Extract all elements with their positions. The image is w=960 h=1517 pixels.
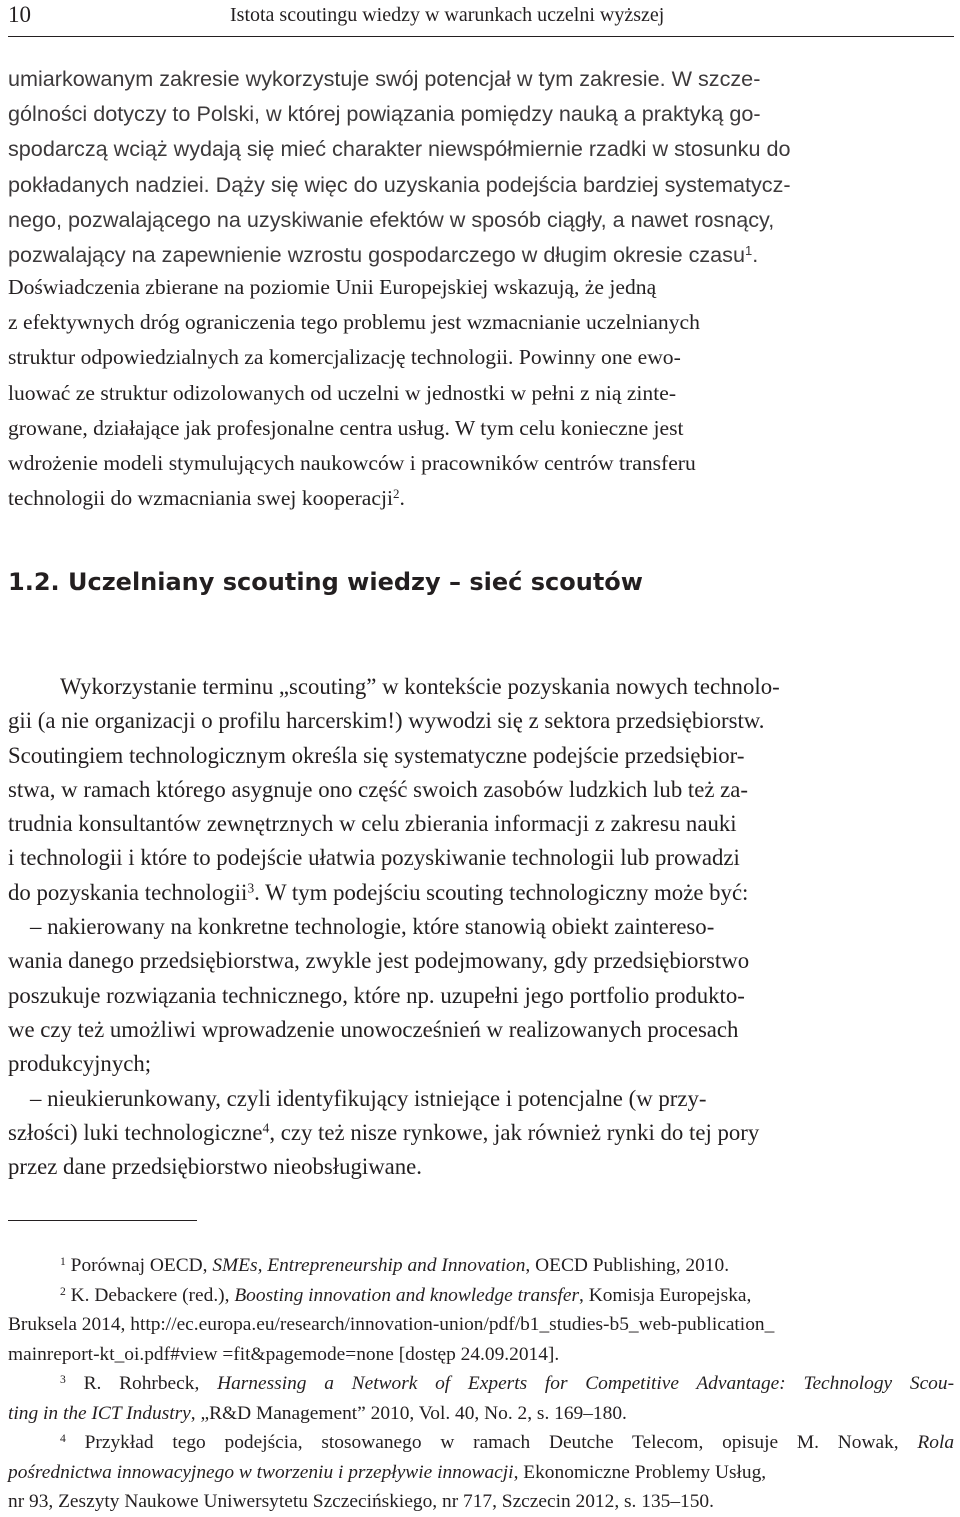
footnote-2 [8, 1281, 954, 1311]
list-item-1-line: wania danego przedsiębiorstwa, zwykle jest podejmowany, gdy przedsiębiorstwo [8, 948, 750, 974]
text-line: spodarczą wciąż wydają się mieć charakter niewspółmiernie rzadki w stosunku do [8, 136, 791, 162]
text-fragment: , czy też nisze rynkowe, jak również rynki do tej pory [269, 1119, 760, 1145]
text-line-last [8, 481, 954, 516]
footnote-4-line: nr 93, Zeszyty Naukowe Uniwersytetu Szczecińskiego, nr 717, Szczecin 2012, s. 135–150. [8, 1491, 714, 1512]
text-fragment: Boosting innovation and knowledge transfer [234, 1284, 580, 1306]
footnote-number: 2 [60, 1284, 66, 1298]
text-fragment: . W tym podejściu scouting technologiczny może być: [254, 879, 749, 905]
text-line: gólności dotyczy to Polski, w której powiązania pomiędzy nauką a praktyką go- [8, 101, 761, 127]
list-item-2-line: – nieukierunkowany, czyli identyfikujący istniejące i potencjalne (w przy- [30, 1085, 707, 1111]
text-fragment: Przykład tego podejścia, stosowanego w ramach Deutche Telecom, opisuje M. Nowak, [84, 1432, 918, 1453]
section-heading: 1.2. Uczelniany scouting wiedzy – sieć scoutów [8, 568, 643, 596]
footnote-ref-1: 1 [744, 242, 753, 258]
text-line: wdrożenie modeli stymulujących naukowców i pracowników centrów transferu [8, 451, 696, 476]
text-fragment: SMEs, Entrepreneurship and Innovation [212, 1255, 526, 1276]
text-fragment: pośrednictwa innowacyjnego w tworzeniu i przepływie innowacji [8, 1461, 514, 1483]
footnote-ref-3: 3 [247, 880, 255, 896]
text-line: growane, działające jak profesjonalne centra usług. W tym celu konieczne jest [8, 415, 684, 440]
text-fragment: pozwalający na zapewnienie wzrostu gospodarczego w długim okresie czasu [8, 242, 745, 268]
text-line: umiarkowanym zakresie wykorzystuje swój potencjał w tym zakresie. W szcze- [8, 66, 761, 91]
list-item-1-line: produkcyjnych; [8, 1051, 152, 1077]
list-item-1-line: we czy też umożliwi wprowadzenie unowocześnień w realizowanych procesach [8, 1016, 739, 1042]
text-line: struktur odpowiedzialnych za komercjalizację technologii. Powinny one ewo- [8, 345, 681, 370]
text-fragment: Harnessing a Network of Experts for Competitive Advantage: Technology Scou- [217, 1373, 955, 1394]
text-fragment: do pozyskania technologii [8, 879, 248, 905]
footnote-1 [8, 1251, 954, 1281]
text-fragment: Porównaj OECD, [70, 1255, 213, 1276]
text-line: i technologii i które to podejście ułatwia pozyskiwanie technologii lub prowadzi [8, 845, 740, 871]
text-line: gii (a nie organizacji o profilu harcerskim!) wywodzi się z sektora przedsiębiorstw. [8, 708, 765, 734]
page-number: 10 [8, 2, 31, 27]
list-item-1-line: poszukuje rozwiązania technicznego, które np. uzupełni jego portfolio produkto- [8, 982, 745, 1008]
footnote-number: 4 [60, 1432, 66, 1446]
text-fragment: K. Debackere (red.), [70, 1284, 235, 1306]
footnote-number: 1 [60, 1255, 66, 1269]
footnotes [8, 1251, 954, 1517]
text-fragment: , Komisja Europejska, [579, 1284, 752, 1306]
footnote-3 [8, 1369, 954, 1399]
footnote-3-line [8, 1399, 954, 1429]
text-line: z efektywnych dróg ograniczenia tego problemu jest wzmacnianie uczelnianych [8, 310, 700, 335]
text-fragment: Rola [917, 1432, 955, 1453]
text-line: luować ze struktur odizolowanych od uczelni w jednostki w pełni z nią zinte- [8, 380, 677, 405]
footnote-ref-2: 2 [392, 486, 400, 502]
text-line [8, 876, 954, 910]
footnote-2-line: Bruksela 2014, http://ec.europa.eu/research/innovation-union/pdf/b1_studies-b5_web-publication_ [8, 1314, 775, 1335]
text-fragment: , Ekonomiczne Problemy Usług, [513, 1461, 767, 1483]
footnote-4-line [8, 1458, 954, 1488]
list-item-1-line: – nakierowany na konkretne technologie, które stanowią obiekt zaintereso- [30, 914, 715, 940]
text-line-last [8, 237, 954, 272]
text-line: stwa, w ramach którego asygnuje ono część swoich zasobów ludzkich lub też za- [8, 776, 749, 802]
running-title: Istota scoutingu wiedzy w warunkach uczelni wyższej [230, 4, 665, 26]
paragraph-3 [8, 670, 954, 1184]
text-fragment: R. Rohrbeck, [83, 1373, 218, 1394]
footnote-ref-4: 4 [262, 1120, 270, 1136]
footnote-separator [8, 1220, 197, 1221]
paragraph-1 [8, 61, 954, 272]
footnote-number: 3 [60, 1373, 66, 1387]
text-line: Scoutingiem technologicznym określa się systematyczne podejście przedsiębior- [8, 742, 745, 768]
text-line: pokładanych nadziei. Dąży się więc do uzyskania podejścia bardziej systematycz- [8, 171, 791, 197]
text-fragment: ting in the ICT Industry [8, 1402, 191, 1424]
text-fragment: szłości) luki technologiczne [8, 1119, 263, 1145]
text-fragment: . [752, 242, 759, 268]
paragraph-2 [8, 270, 954, 516]
text-fragment: , OECD Publishing, 2010. [525, 1255, 730, 1276]
footnote-2-line: mainreport-kt_oi.pdf#view =fit&pagemode=none [dostęp 24.09.2014]. [8, 1343, 560, 1365]
list-item-2-line: przez dane przedsiębiorstwo nieobsługiwane. [8, 1154, 422, 1180]
text-line: Doświadczenia zbierane na poziomie Unii Europejskiej wskazują, że jedną [8, 275, 657, 299]
text-fragment: . [399, 486, 405, 511]
text-fragment: technologii do wzmacniania swej kooperacji [8, 486, 393, 511]
text-line: trudnia konsultantów zewnętrznych w celu zbierania informacji z zakresu nauki [8, 811, 737, 837]
text-line: nego, pozwalającego na uzyskiwanie efektów w sposób ciągły, a nawet rosnący, [8, 206, 775, 232]
running-header [8, 0, 954, 37]
text-fragment: , „R&D Management” 2010, Vol. 40, No. 2, s. 169–180. [190, 1402, 627, 1424]
text-line: Wykorzystanie terminu „scouting” w kontekście pozyskania nowych technolo- [60, 674, 780, 699]
list-item-2-line [8, 1116, 954, 1150]
footnote-4 [8, 1428, 954, 1458]
